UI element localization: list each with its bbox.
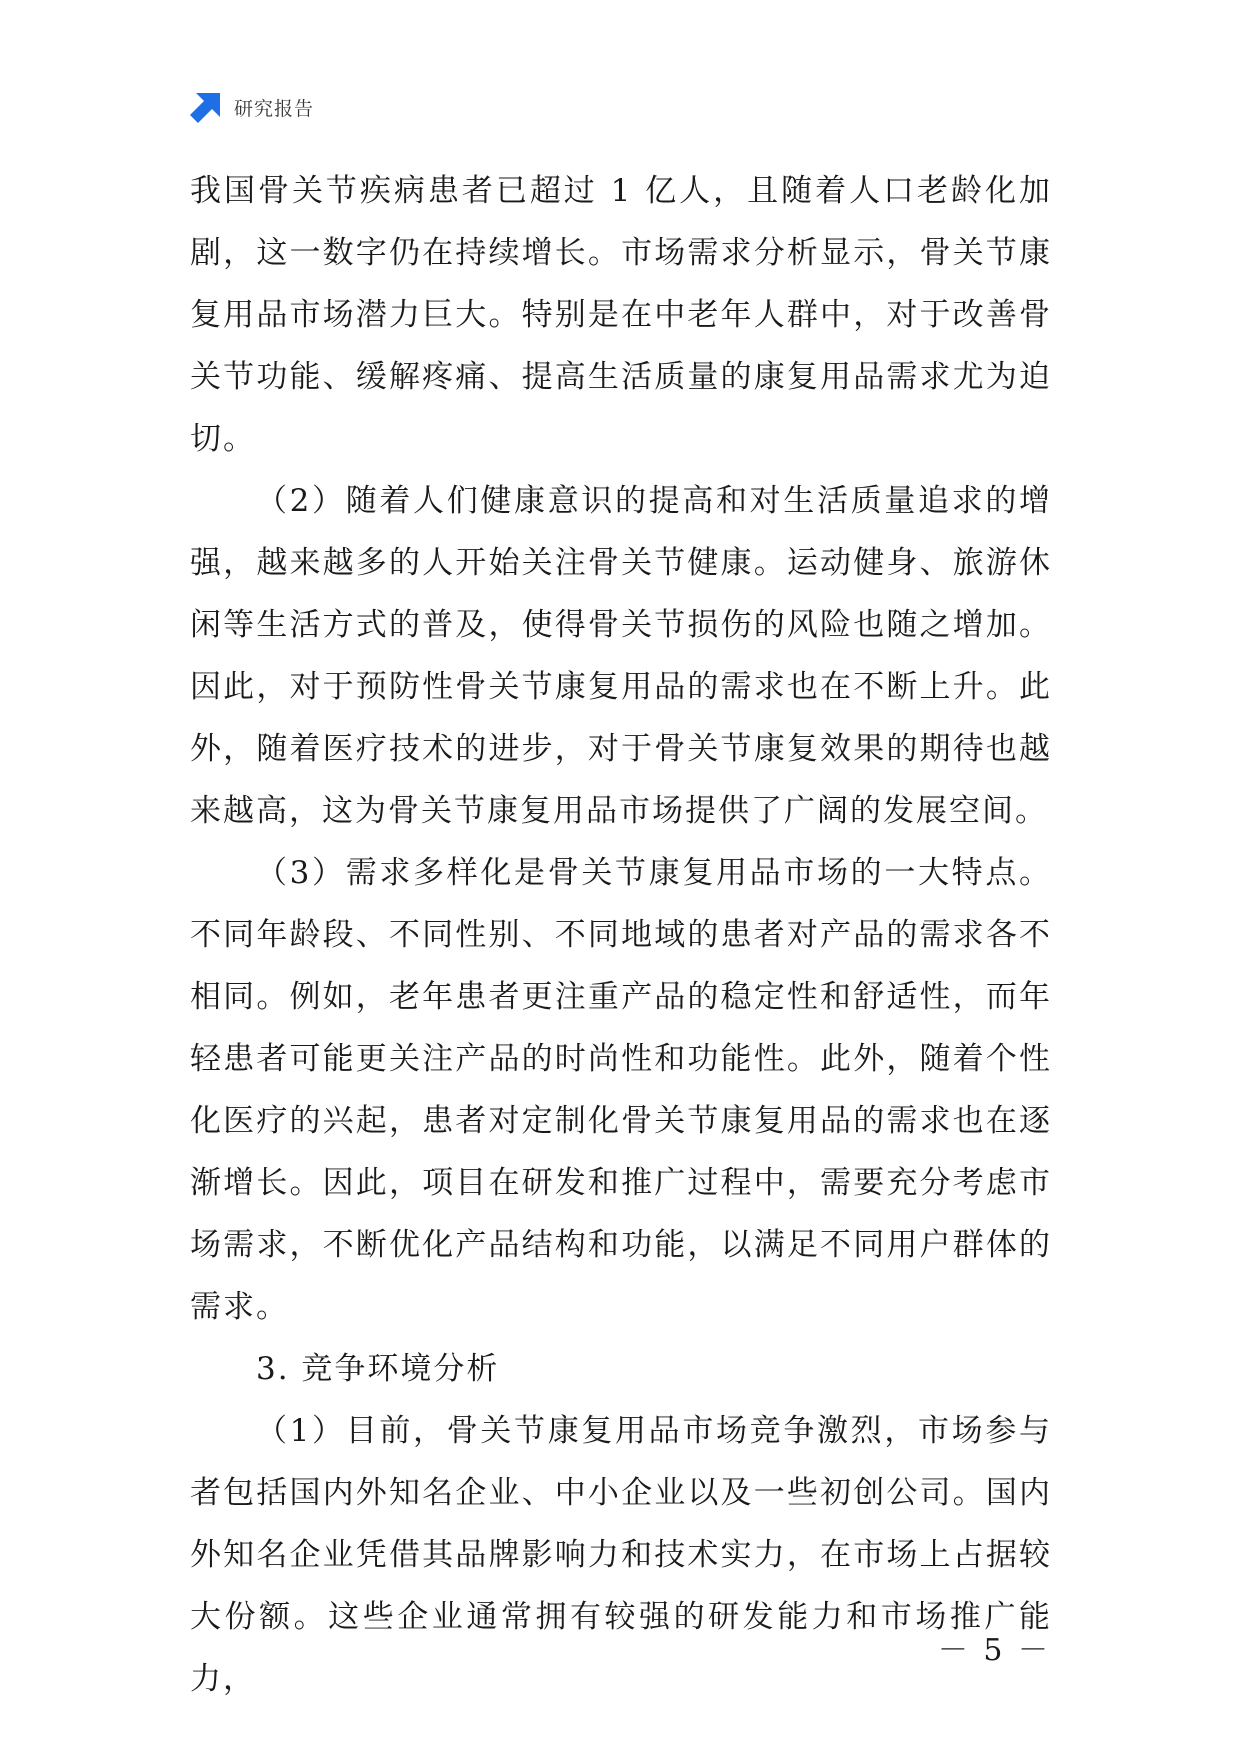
paragraph: （2）随着人们健康意识的提高和对生活质量追求的增强，越来越多的人开始关注骨关节健康。运动健身、旅游休闲等生活方式的普及，使得骨关节损伤的风险也随之增加。因此，对于预防性骨关节康复用品的需求也在不断上升。此外，随着医疗技术的进步，对于骨关节康复效果的期待也越来越高，这为骨关节康复用品市场提供了广阔的发展空间。 (190, 483, 1052, 829)
paragraph: （1）目前，骨关节康复用品市场竞争激烈，市场参与者包括国内外知名企业、中小企业以及一些初创公司。国内外知名企业凭借其品牌影响力和技术实力，在市场上占据较大份额。这些企业通常拥有较强的研发能力和市场推广能力， (190, 1413, 1052, 1697)
paragraph: （3）需求多样化是骨关节康复用品市场的一大特点。不同年龄段、不同性别、不同地域的患者对产品的需求各不相同。例如，老年患者更注重产品的稳定性和舒适性，而年轻患者可能更关注产品的时尚性和功能性。此外，随着个性化医疗的兴起，患者对定制化骨关节康复用品的需求也在逐渐增长。因此，项目在研发和推广过程中，需要充分考虑市场需求，不断优化产品结构和功能，以满足不同用户群体的需求。 (190, 855, 1052, 1325)
header-title: 研究报告 (234, 97, 315, 120)
document-body (190, 160, 1052, 1710)
report-header (190, 90, 314, 124)
paragraph: 我国骨关节疾病患者已超过 1 亿人，且随着人口老龄化加剧，这一数字仍在持续增长。市场需求分析显示，骨关节康复用品市场潜力巨大。特别是在中老年人群中，对于改善骨关节功能、缓解疼痛、提高生活质量的康复用品需求尤为迫切。 (190, 173, 1052, 457)
page-number: － 5 － (937, 1633, 1051, 1668)
arrow-up-right-icon (190, 91, 222, 123)
section-heading: 3. 竞争环境分析 (256, 1351, 500, 1387)
